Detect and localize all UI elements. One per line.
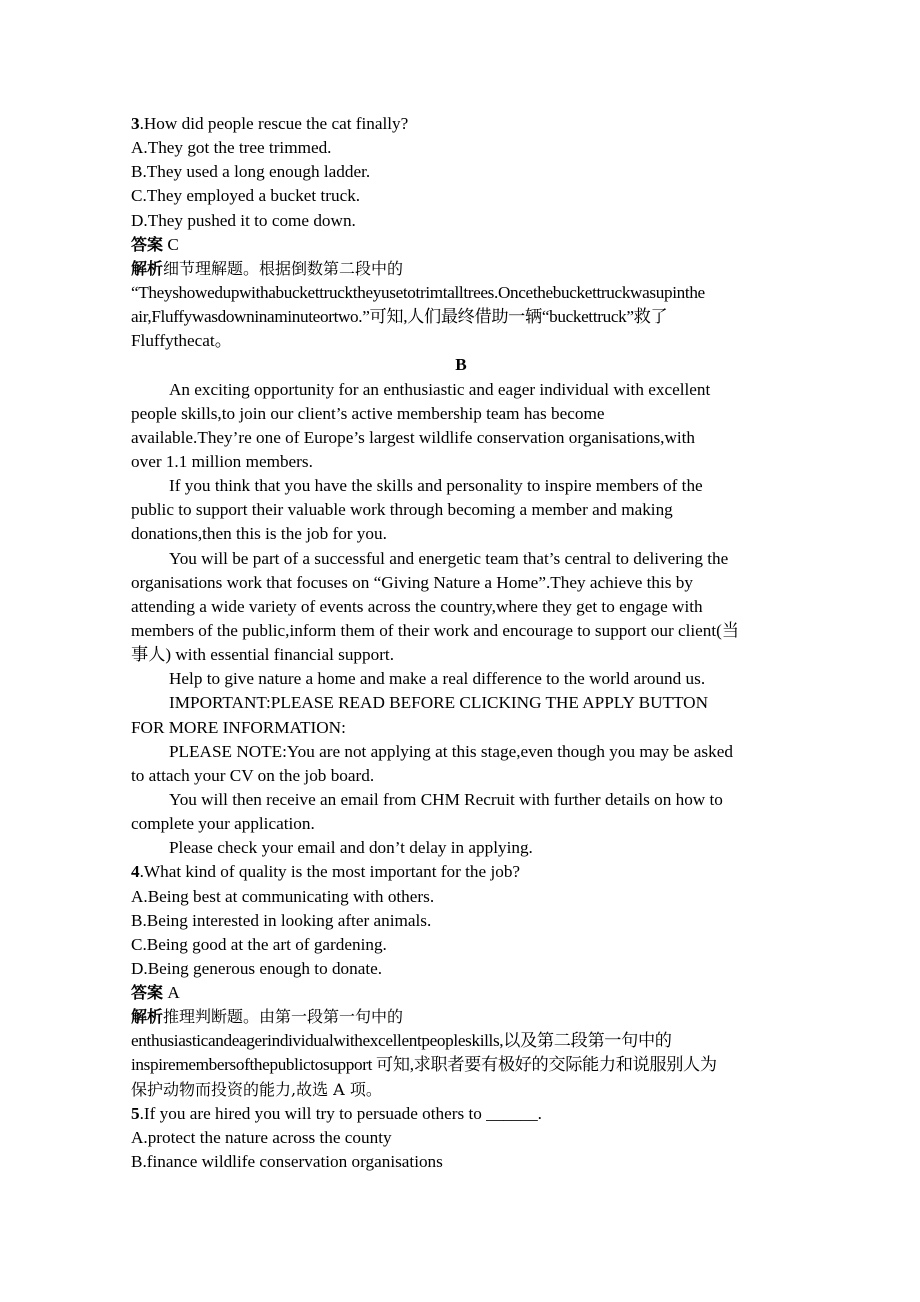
- question-5-stem: [131, 1102, 791, 1126]
- answer-line: [131, 233, 791, 257]
- option-d: D.Being generous enough to donate.: [131, 958, 383, 978]
- option-a: A.They got the tree trimmed.: [131, 138, 332, 158]
- passage-line: An exciting opportunity for an enthusiastic and eager individual with excellent: [169, 379, 711, 399]
- answer-label: 答案: [131, 234, 164, 254]
- passage-line: people skills,to join our client’s active membership team has become: [131, 403, 605, 423]
- answer-line: [131, 981, 791, 1005]
- option-b: B.They used a long enough ladder.: [131, 162, 371, 182]
- passage-line: You will then receive an email from CHM Recruit with further details on how to: [169, 789, 723, 809]
- passage-line: members of the public,inform them of their work and encourage to support our client(当: [131, 620, 740, 640]
- analysis-text: air,Fluffywasdowninaminuteortwo.”可知,人们最终借助一辆“buckettruck”救了: [131, 307, 668, 327]
- passage-line: You will be part of a successful and energetic team that’s central to delivering the: [169, 548, 729, 568]
- option-b: B.Being interested in looking after animals.: [131, 910, 432, 930]
- analysis-line: [131, 1005, 791, 1029]
- analysis-line: [131, 257, 791, 281]
- option-a: A.protect the nature across the county: [131, 1127, 392, 1147]
- option-b: B.finance wildlife conservation organisations: [131, 1152, 443, 1172]
- answer-value: C: [163, 234, 179, 254]
- option-d: D.They pushed it to come down.: [131, 210, 356, 230]
- passage-line: attending a wide variety of events across the country,where they get to engage with: [131, 596, 703, 616]
- passage-line: Help to give nature a home and make a real difference to the world around us.: [169, 669, 706, 689]
- option-a: A.Being best at communicating with others.: [131, 886, 435, 906]
- analysis-label: 解析: [131, 258, 164, 278]
- option-c: C.Being good at the art of gardening.: [131, 934, 387, 954]
- passage-line: FOR MORE INFORMATION:: [131, 717, 346, 737]
- passage-line: complete your application.: [131, 814, 315, 834]
- question-number: 5: [131, 1103, 140, 1123]
- document-page: [131, 112, 791, 1174]
- question-text: .What kind of quality is the most important for the job?: [139, 862, 521, 882]
- passage-line: organisations work that focuses on “Giving Nature a Home”.They achieve this by: [131, 572, 693, 592]
- option-c: C.They employed a bucket truck.: [131, 186, 361, 206]
- passage-line: PLEASE NOTE:You are not applying at this stage,even though you may be asked: [169, 741, 733, 761]
- passage-line: public to support their valuable work through becoming a member and making: [131, 500, 673, 520]
- answer-value: A: [163, 983, 180, 1003]
- passage-line: 事人) with essential financial support.: [131, 645, 395, 665]
- analysis-text: Fluffythecat。: [131, 331, 232, 351]
- passage-b: [131, 378, 791, 861]
- question-text: .How did people rescue the cat finally?: [139, 114, 409, 133]
- section-heading: B: [455, 355, 467, 375]
- analysis-text: “Theyshowedupwithabuckettrucktheyusetotrimtalltrees.Oncethebuckettruckwasupinthe: [131, 282, 705, 302]
- answer-label: 答案: [131, 983, 164, 1003]
- passage-line: to attach your CV on the job board.: [131, 765, 375, 785]
- question-4-stem: [131, 860, 791, 884]
- analysis-text: 推理判断题。由第一段第一句中的: [163, 1007, 404, 1027]
- passage-line: donations,then this is the job for you.: [131, 524, 387, 544]
- passage-line: Please check your email and don’t delay in applying.: [169, 838, 533, 858]
- passage-line: over 1.1 million members.: [131, 451, 313, 471]
- question-text: .If you are hired you will try to persuade others to ______.: [139, 1103, 542, 1123]
- passage-line: available.They’re one of Europe’s largest wildlife conservation organisations,with: [131, 427, 695, 447]
- analysis-text: inspiremembersofthepublictosupport 可知,求职者要有极好的交际能力和说服别人为: [131, 1055, 717, 1075]
- analysis-text: 细节理解题。根据倒数第二段中的: [163, 258, 404, 278]
- passage-line: If you think that you have the skills and personality to inspire members of the: [169, 476, 703, 496]
- analysis-text: enthusiasticandeagerindividualwithexcellentpeopleskills,以及第二段第一句中的: [131, 1031, 672, 1051]
- question-number: 4: [131, 862, 140, 882]
- analysis-label: 解析: [131, 1007, 164, 1027]
- analysis-text: 保护动物而投资的能力,故选 A 项。: [131, 1079, 382, 1099]
- question-3-stem: [131, 112, 791, 136]
- question-number: 3: [131, 114, 140, 133]
- passage-line: IMPORTANT:PLEASE READ BEFORE CLICKING THE APPLY BUTTON: [169, 693, 708, 713]
